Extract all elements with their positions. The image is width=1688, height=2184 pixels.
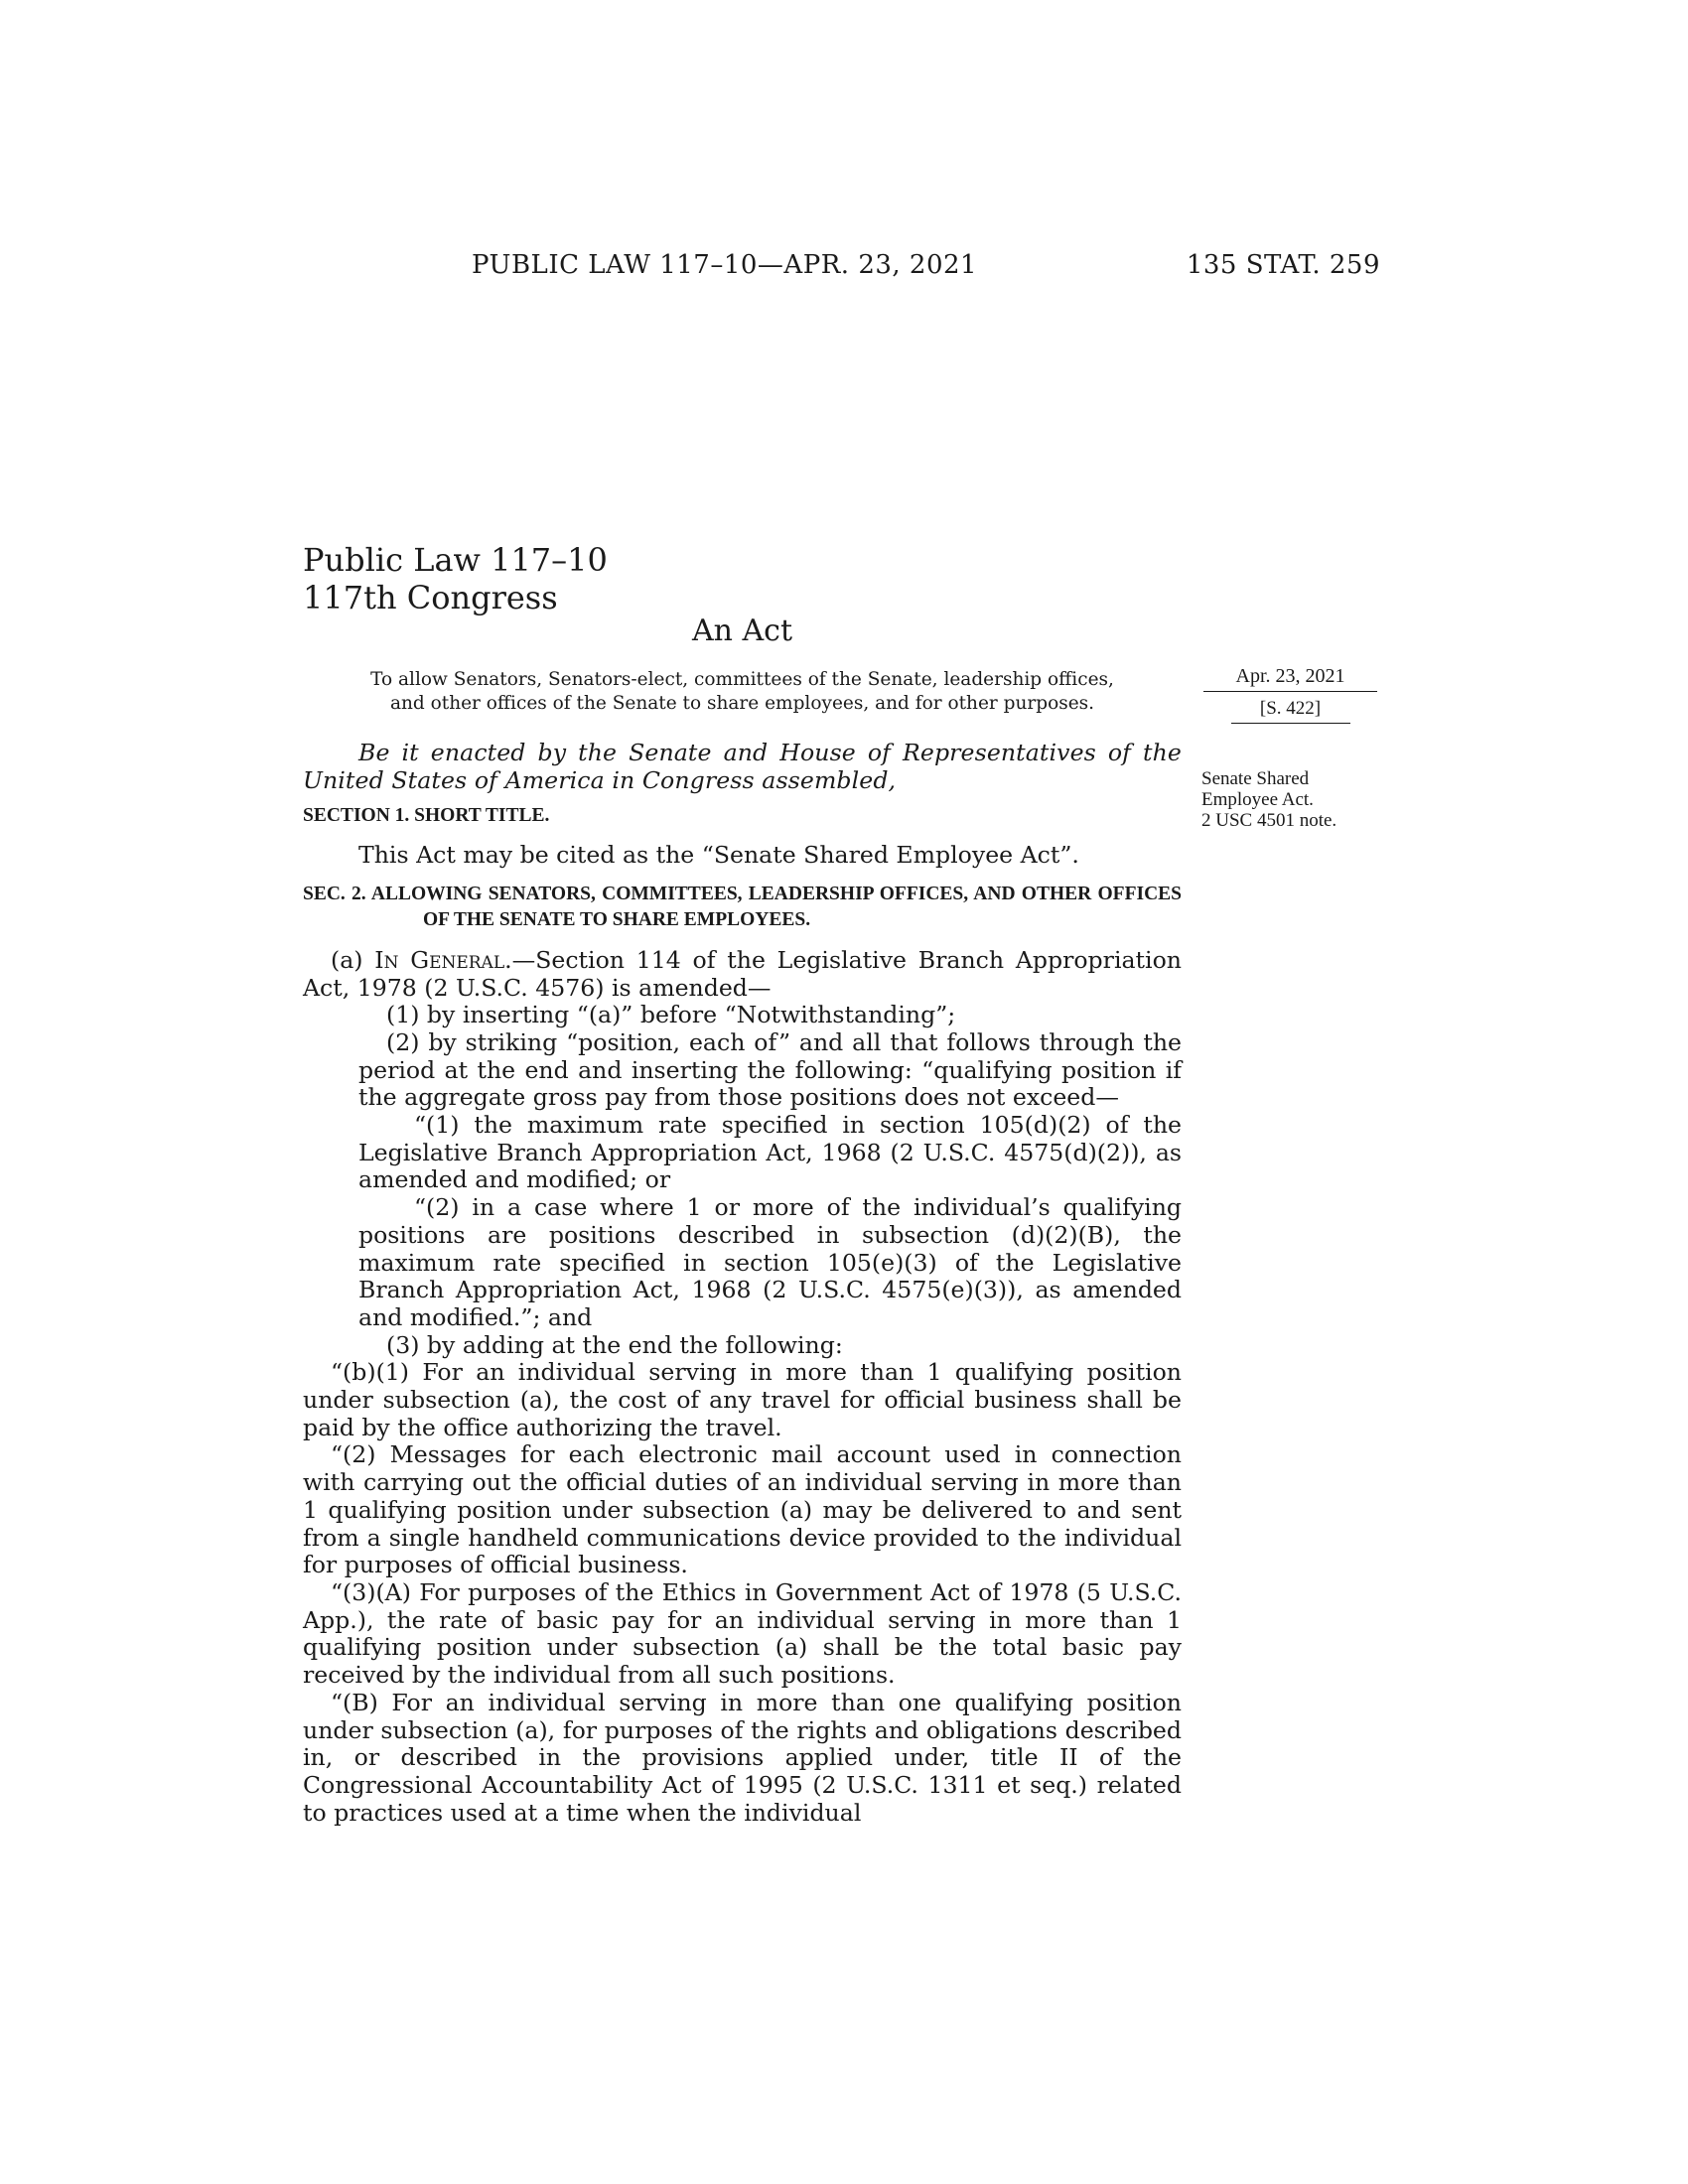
purpose-line-1: To allow Senators, Senators-elect, committees of the Senate, leadership offices,: [370, 669, 1114, 690]
margin-short-title-note: [1201, 768, 1390, 831]
public-law-number: Public Law 117–10: [303, 541, 608, 579]
enacting-clause: Be it enacted by the Senate and House of Representatives of the United States of America in Congress assembled,: [303, 739, 1182, 794]
quoted-paragraph-1: “(1) the maximum rate specified in section 105(d)(2) of the Legislative Branch Appropriation Act, 1968 (2 U.S.C. 4575(d)(2)), as amended and modified; or: [358, 1111, 1182, 1194]
margin-note-line-2: Employee Act.: [1201, 789, 1314, 810]
subsection-b3b: “(B) For an individual serving in more than one qualifying position under subsection (a), for purposes of the rights and obligations described in, or described in the provisions applied under, title II of the Congressional Accountability Act of 1995 (2 U.S.C. 1311 et seq.) related to practices used at a time when the individual: [303, 1688, 1182, 1827]
paragraph-a1: (1) by inserting “(a)” before “Notwithstanding”;: [386, 1001, 956, 1029]
section-1-text: This Act may be cited as the “Senate Shared Employee Act”.: [358, 841, 1079, 870]
enactment-date: Apr. 23, 2021: [1203, 666, 1377, 692]
subsection-a-text: .—Section 114 of the Legislative Branch Appropriation Act, 1978 (2 U.S.C. 4576) is amended—: [303, 945, 1182, 1002]
purpose-line-2: and other offices of the Senate to share employees, and for other purposes.: [389, 693, 1095, 714]
subsection-b3a: “(3)(A) For purposes of the Ethics in Government Act of 1978 (5 U.S.C. App.), the rate of basic pay for an individual serving in more than 1 qualifying position under subsection (a) shall be the total basic pay received by the individual from all such positions.: [303, 1577, 1182, 1690]
header-stat-page: 135 STAT. 259: [1186, 250, 1380, 280]
margin-note-line-3: 2 USC 4501 note.: [1201, 810, 1337, 831]
margin-note-line-1: Senate Shared: [1201, 768, 1310, 789]
law-body: [303, 740, 1182, 1827]
section-1-heading: SECTION 1. SHORT TITLE.: [303, 805, 550, 827]
running-header: [303, 250, 1380, 290]
subsection-b1: “(b)(1) For an individual serving in more than 1 qualifying position under subsection (a), the cost of any travel for official business shall be paid by the office authorizing the travel.: [303, 1358, 1182, 1441]
subsection-a: [303, 947, 1182, 1002]
subsection-b2: “(2) Messages for each electronic mail account used in connection with carrying out the official duties of an individual serving in more than 1 qualifying position under subsection (a) may be delivered to and sent from a single handheld communications device provided to the individual for purposes of official business.: [303, 1440, 1182, 1579]
act-heading: An Act: [691, 614, 793, 648]
law-title-block: [303, 541, 608, 616]
paragraph-a3: (3) by adding at the end the following:: [386, 1330, 843, 1359]
paragraph-a2: (2) by striking “position, each of” and all that follows through the period at the end and inserting the following: “qualifying position if the aggregate gross pay from those positions does not exceed—: [358, 1027, 1182, 1112]
congress-number: 117th Congress: [303, 579, 558, 616]
subsection-a-label: (a): [331, 945, 375, 974]
margin-date-note: [1203, 666, 1377, 724]
subsection-a-caption: In General: [374, 945, 505, 974]
purpose-clause: [303, 668, 1182, 716]
bill-number: [S. 422]: [1231, 692, 1350, 724]
header-law-date: PUBLIC LAW 117–10—APR. 23, 2021: [472, 250, 978, 280]
quoted-paragraph-2: “(2) in a case where 1 or more of the individual’s qualifying positions are positions described in subsection (d)(2)(B), the maximum rate specified in section 105(e)(3) of the Legislative Branch Appropriation Act, 1968 (2 U.S.C. 4575(e)(3)), as amended and modified.”; and: [358, 1193, 1182, 1331]
section-2-heading: SEC. 2. ALLOWING SENATORS, COMMITTEES, LEADERSHIP OFFICES, AND OTHER OFFICES OF THE SENATE TO SHARE EMPLOYEES.: [303, 883, 1182, 930]
